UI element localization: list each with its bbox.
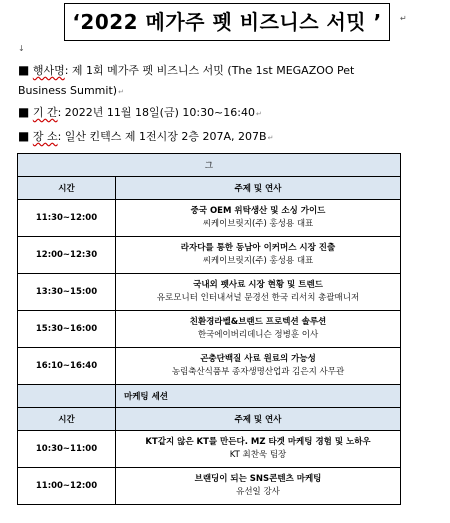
bullet-icon: ■ <box>18 63 30 77</box>
table-row: 10:30~11:00 KT같지 않은 KT를 만든다. MZ 타겟 마케팅 경험 및 노하우 KT 최찬욱 팀장 <box>18 431 401 468</box>
section-header-row <box>18 385 401 408</box>
info-event-name: ■ 행사명: 제 1회 메가주 펫 비즈니스 서밋 (The 1st MEGAZOO Pet Business Summit)↵ <box>18 63 355 97</box>
table-row: 15:30~16:00 친환경라벨&브랜드 프로텍션 솔루션 한국에이버리데니슨 정병훈 이사 <box>18 311 401 348</box>
section-title: 마케팅 세션 <box>116 385 401 408</box>
table-row: 16:10~16:40 곤충단백질 사료 원료의 가능성 농림축산식품부 종자생명산업과 김은지 사무관 <box>18 348 401 385</box>
column-header-topic: 주제 및 연사 <box>116 177 401 200</box>
table-row: 11:30~12:00 중국 OEM 위탁생산 및 소싱 가이드 씨케이브릿지(주) 홍성용 대표 <box>18 200 401 237</box>
bullet-icon: ■ <box>18 105 30 119</box>
info-venue: ■ 장 소: 일산 킨텍스 제 1전시장 2층 207A, 207B↵ <box>18 129 274 143</box>
info-period: ■ 기 간: 2022년 11월 18일(금) 10:30~16:40↵ <box>18 105 262 119</box>
paragraph-mark: ↵ <box>400 14 407 23</box>
column-header-time: 시간 <box>18 408 116 431</box>
section-header-row <box>18 154 401 177</box>
column-header-time: 시간 <box>18 177 116 200</box>
document-title: ‘2022 메가주 펫 비즈니스 서밋 ’ <box>64 3 390 41</box>
table-row: 11:00~12:00 브랜딩이 되는 SNS콘텐츠 마케팅 유선일 강사 <box>18 468 401 505</box>
table-row: 12:00~12:30 라자다를 통한 동남아 이커머스 시장 진출 씨케이브릿지(주) 홍성용 대표 <box>18 237 401 274</box>
column-header-topic: 주제 및 연사 <box>116 408 401 431</box>
column-header-row <box>18 408 401 431</box>
paragraph-mark: ↓ <box>18 44 25 53</box>
section-title: 그 <box>18 154 401 177</box>
column-header-row <box>18 177 401 200</box>
schedule-table <box>17 153 401 505</box>
bullet-icon: ■ <box>18 129 30 143</box>
table-row: 13:30~15:00 국내외 펫사료 시장 현황 및 트렌드 유로모니터 인터내셔널 문경선 한국 리서치 총괄매니저 <box>18 274 401 311</box>
